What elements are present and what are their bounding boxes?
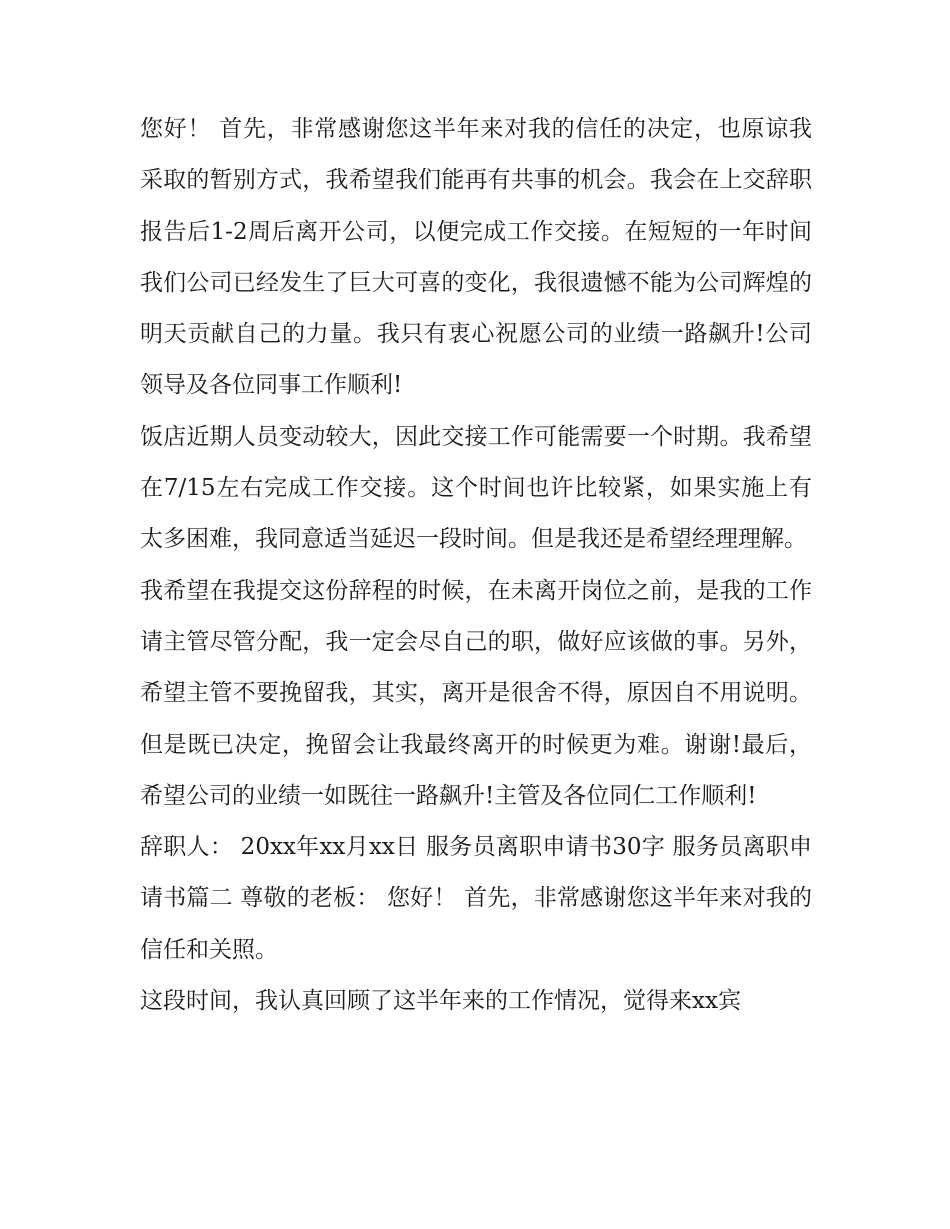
paragraph-3: 我希望在我提交这份辞程的时候，在未离开岗位之前，是我的工作请主管尽管分配，我一定会尽自己的职，做好应该做的事。另外，希望主管不要挽留我，其实，离开是很舍不得，原因自不用说明。但是既已决定，挽留会让我最终离开的时候更为难。谢谢!最后，希望公司的业绩一如既往一路飙升!主管及各位同仁工作顺利! (140, 577, 812, 809)
document-body (140, 104, 812, 1027)
paragraph-5: 这段时间，我认真回顾了这半年来的工作情况，觉得来xx宾 (140, 988, 741, 1015)
paragraph-1: 您好！ 首先，非常感谢您这半年来对我的信任的决定，也原谅我采取的暂别方式，我希望我们能再有共事的机会。我会在上交辞职报告后1-2周后离开公司，以便完成工作交接。在短短的一年时间我们公司已经发生了巨大可喜的变化，我很遗憾不能为公司辉煌的明天贡献自己的力量。我只有衷心祝愿公司的业绩一路飙升!公司领导及各位同事工作顺利! (140, 116, 812, 399)
paragraph-2: 饭店近期人员变动较大，因此交接工作可能需要一个时期。我希望在7/15左右完成工作交接。这个时间也许比较紧，如果实施上有太多困难，我同意适当延迟一段时间。但是我还是希望经理理解。 (140, 423, 812, 553)
paragraph-4: 辞职人： 20xx年xx月xx日 服务员离职申请书30字 服务员离职申请书篇二 尊敬的老板： 您好！ 首先，非常感谢您这半年来对我的信任和关照。 (140, 834, 812, 963)
